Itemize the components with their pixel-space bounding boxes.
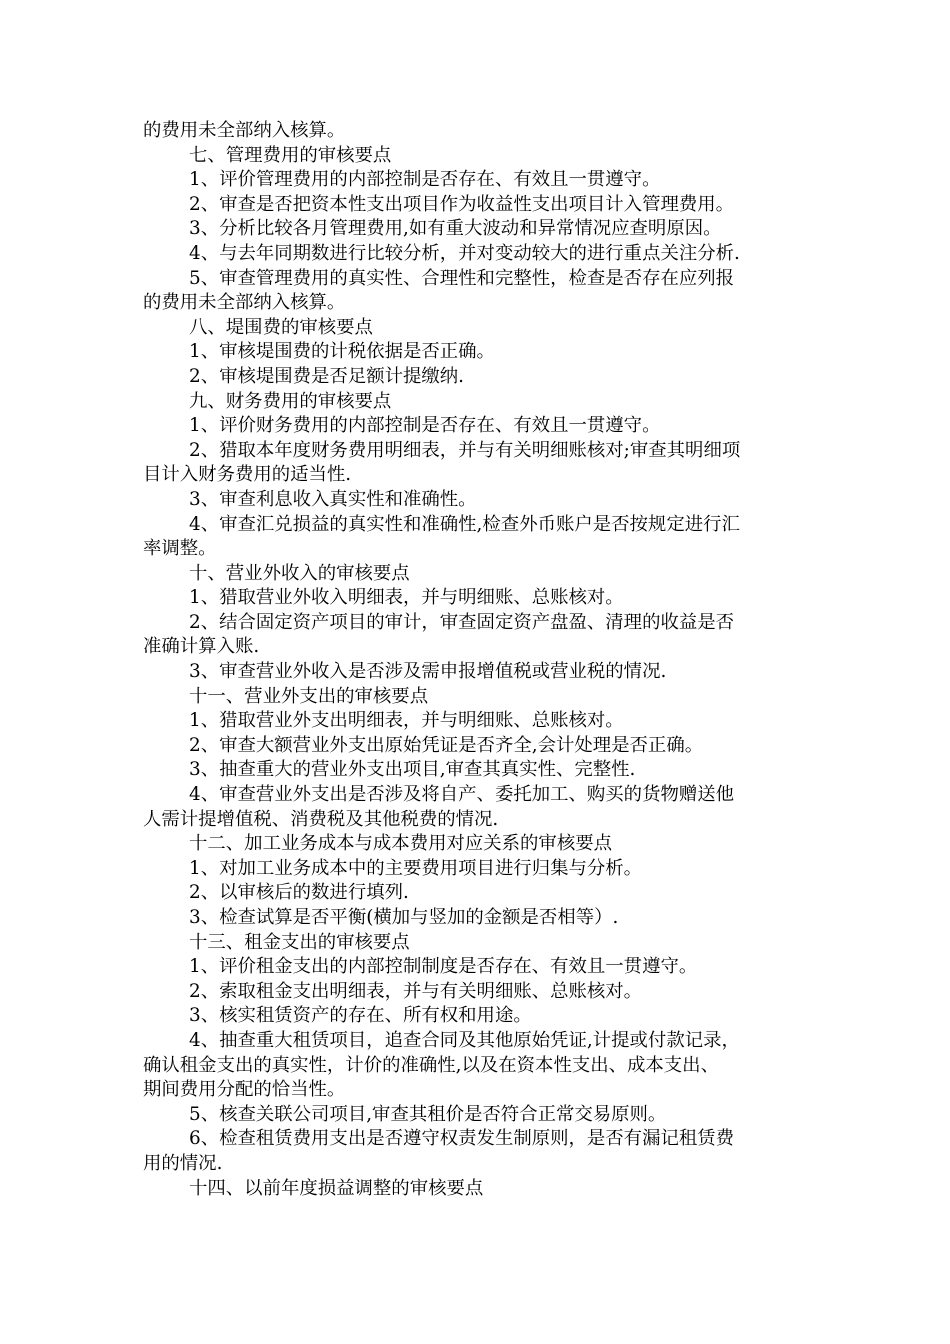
text-line: 九、财务费用的审核要点 xyxy=(189,390,392,412)
text-line: 用的情况. xyxy=(143,1152,223,1174)
text-line: 3、分析比较各月管理费用,如有重大波动和异常情况应查明原因。 xyxy=(189,218,722,240)
text-line: 1、审核堤围费的计税依据是否正确。 xyxy=(189,341,495,363)
text-line: 十四、以前年度损益调整的审核要点 xyxy=(189,1177,484,1199)
text-line: 2、以审核后的数进行填列. xyxy=(189,882,409,904)
text-line: 1、猎取营业外收入明细表，并与明细账、总账核对。 xyxy=(189,587,624,609)
text-line: 5、审查管理费用的真实性、合理性和完整性，检查是否存在应列报 xyxy=(189,267,735,289)
text-line: 的费用未全部纳入核算。 xyxy=(143,292,346,314)
text-line: 4、与去年同期数进行比较分析，并对变动较大的进行重点关注分析. xyxy=(189,242,740,264)
text-line: 4、审查营业外支出是否涉及将自产、委托加工、购买的货物赠送他 xyxy=(189,784,735,806)
text-line: 七、管理费用的审核要点 xyxy=(189,144,392,166)
text-line: 1、评价租金支出的内部控制制度是否存在、有效且一贯遵守。 xyxy=(189,956,698,978)
text-line: 2、审核堤围费是否足额计提缴纳. xyxy=(189,365,465,387)
text-line: 十三、租金支出的审核要点 xyxy=(189,931,410,953)
text-line: 的费用未全部纳入核算。 xyxy=(143,120,346,141)
text-line: 人需计提增值税、消费税及其他税费的情况. xyxy=(143,808,499,830)
text-line: 2、结合固定资产项目的审计，审查固定资产盘盈、清理的收益是否 xyxy=(189,611,735,633)
text-line: 准确计算入账. xyxy=(143,636,260,658)
text-line: 3、抽查重大的营业外支出项目,审查其真实性、完整性. xyxy=(189,759,636,781)
text-line: 目计入财务费用的适当性. xyxy=(143,464,352,486)
text-line: 2、猎取本年度财务费用明细表，并与有关明细账核对;审查其明细项 xyxy=(189,439,741,461)
document-body xyxy=(143,119,811,1201)
text-line: 3、审查利息收入真实性和准确性。 xyxy=(189,488,477,510)
text-line: 1、对加工业务成本中的主要费用项目进行归集与分析。 xyxy=(189,857,643,879)
text-line: 4、审查汇兑损益的真实性和准确性,检查外币账户是否按规定进行汇 xyxy=(189,513,740,535)
text-line: 1、猎取营业外支出明细表，并与明细账、总账核对。 xyxy=(189,710,624,732)
text-line: 期间费用分配的恰当性。 xyxy=(143,1079,346,1101)
text-line: 十一、营业外支出的审核要点 xyxy=(189,685,429,707)
text-line: 3、检查试算是否平衡(横加与竖加的金额是否相等）. xyxy=(189,907,619,928)
text-line: 十、营业外收入的审核要点 xyxy=(189,562,410,584)
text-line: 4、抽查重大租赁项目，追查合同及其他原始凭证,计提或付款记录， xyxy=(189,1029,740,1051)
text-line: 十二、加工业务成本与成本费用对应关系的审核要点 xyxy=(189,833,612,855)
text-line: 3、审查营业外收入是否涉及需申报增值税或营业税的情况. xyxy=(189,661,667,683)
text-line: 1、评价管理费用的内部控制是否存在、有效且一贯遵守。 xyxy=(189,169,661,191)
text-line: 率调整。 xyxy=(143,538,217,560)
text-line: 2、审查大额营业外支出原始凭证是否齐全,会计处理是否正确。 xyxy=(189,734,704,756)
text-line: 1、评价财务费用的内部控制是否存在、有效且一贯遵守。 xyxy=(189,415,661,437)
text-line: 2、审查是否把资本性支出项目作为收益性支出项目计入管理费用。 xyxy=(189,193,735,215)
text-line: 6、检查租赁费用支出是否遵守权责发生制原则，是否有漏记租赁费 xyxy=(189,1128,735,1150)
text-line: 确认租金支出的真实性，计价的准确性,以及在资本性支出、成本支出、 xyxy=(143,1054,719,1076)
text-line: 2、索取租金支出明细表，并与有关明细账、总账核对。 xyxy=(189,980,643,1002)
text-line: 3、核实租赁资产的存在、所有权和用途。 xyxy=(189,1005,532,1027)
text-line: 5、核查关联公司项目,审查其租价是否符合正常交易原则。 xyxy=(189,1103,667,1125)
text-line: 八、堤围费的审核要点 xyxy=(189,316,373,338)
